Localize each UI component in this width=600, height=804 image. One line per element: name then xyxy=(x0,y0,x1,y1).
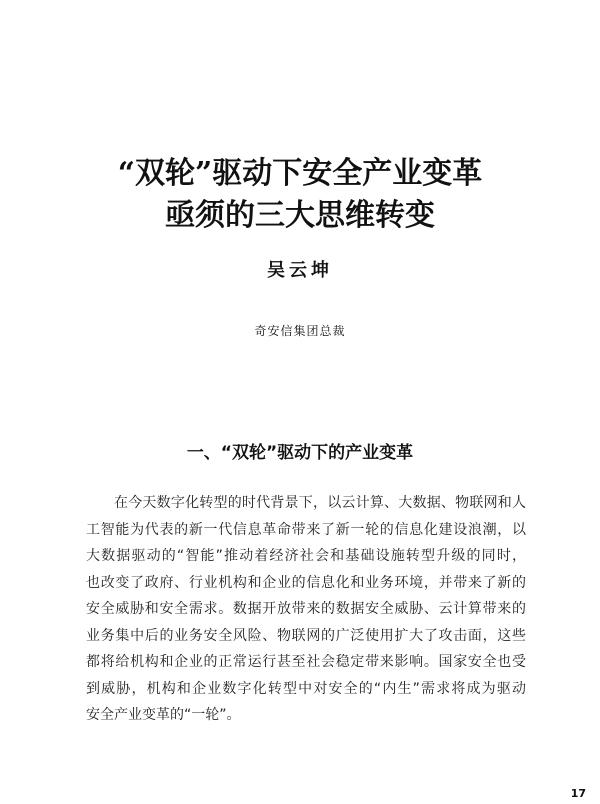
author-name: 吴云坤 xyxy=(267,260,333,281)
paragraph-line: 都将给机构和企业的正常运行甚至社会稳定带来影响。国家安全也受 xyxy=(86,654,526,670)
paragraph-line: 工智能为代表的新一代信息革命带来了新一轮的信息化建设浪潮，以 xyxy=(86,521,526,538)
body-paragraph xyxy=(86,490,526,729)
paragraph-line: 安全产业变革的“一轮”。 xyxy=(86,707,241,723)
paragraph-line: 到威胁，机构和企业数字化转型中对安全的“内生”需求将成为驱动 xyxy=(86,680,526,697)
paragraph-line: 也改变了政府、行业机构和企业的信息化和业务环境，并带来了新的 xyxy=(86,574,526,591)
author-affiliation: 奇安信集团总裁 xyxy=(254,324,346,338)
paragraph-line: 在今天数字化转型的时代背景下，以云计算、大数据、物联网和人 xyxy=(114,495,526,511)
paragraph-line: 安全威胁和安全需求。数据开放带来的数据安全威胁、云计算带来的 xyxy=(86,601,526,617)
paragraph-line: 业务集中后的业务安全风险、物联网的广泛使用扩大了攻击面，这些 xyxy=(86,627,526,644)
article-title-line-1: “双轮”驱动下安全产业变革 xyxy=(117,156,483,191)
article-title-line-2: 亟须的三大思维转变 xyxy=(165,198,435,233)
page-number: 17 xyxy=(570,787,586,800)
paragraph-line: 大数据驱动的“智能”推动着经济社会和基础设施转型升级的同时， xyxy=(86,548,526,564)
section-heading: 一、“双轮”驱动下的产业变革 xyxy=(186,443,414,463)
